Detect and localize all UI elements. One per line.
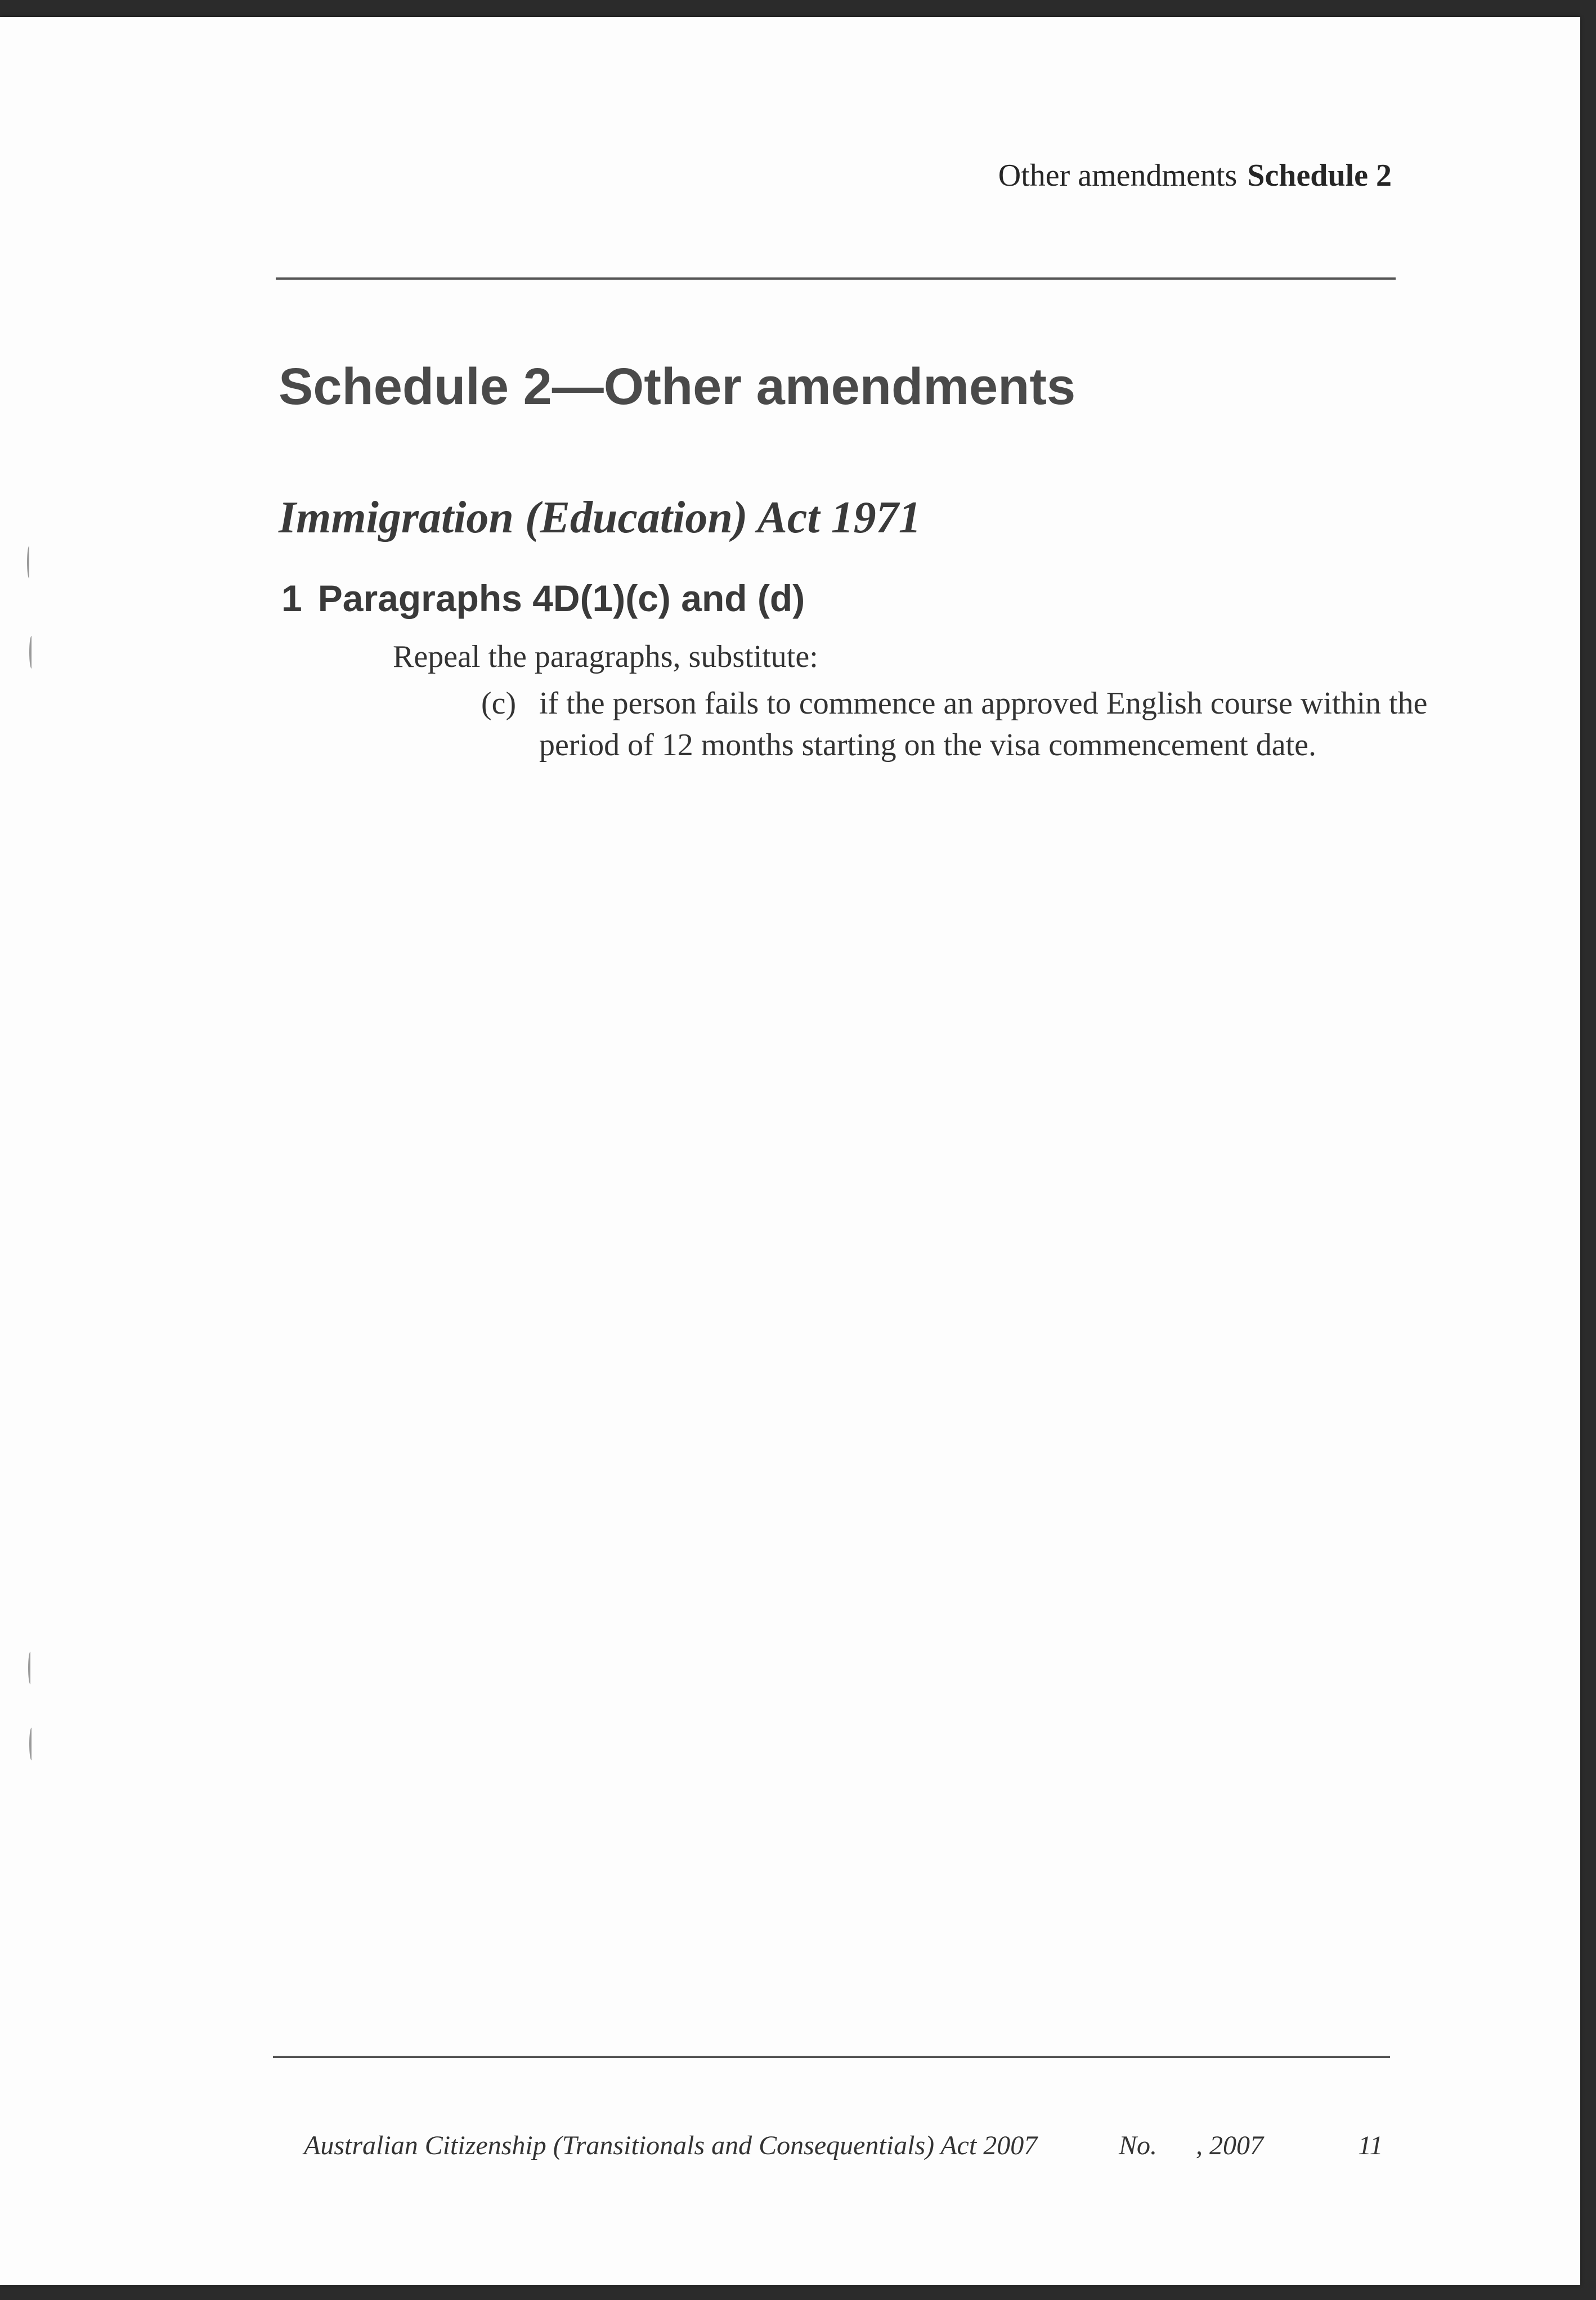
- footer-rule: [273, 2056, 1390, 2058]
- paragraph-text: if the person fails to commence an approved English course within the period of 12 months starting on the visa commencement date.: [539, 686, 1428, 763]
- page-number: 11: [1358, 2131, 1383, 2160]
- act-heading: Immigration (Education) Act 1971: [279, 493, 921, 543]
- schedule-title: Schedule 2—Other amendments: [279, 358, 1076, 415]
- footer-year: , 2007: [1196, 2131, 1263, 2160]
- footer-act-title: Australian Citizenship (Transitionals and Consequentials) Act 2007: [304, 2131, 1038, 2160]
- item-heading-text: Paragraphs 4D(1)(c) and (d): [317, 577, 805, 619]
- binding-mark: [29, 1728, 34, 1760]
- running-head: [998, 158, 1392, 194]
- binding-mark: [29, 636, 34, 669]
- running-head-schedule: Schedule 2: [1247, 158, 1392, 193]
- amendment-instruction: Repeal the paragraphs, substitute:: [393, 639, 818, 674]
- binding-mark: [27, 546, 32, 579]
- binding-mark: [28, 1652, 33, 1684]
- substituted-paragraph: [481, 683, 1440, 766]
- paragraph-label: (c): [481, 686, 517, 721]
- running-head-section: Other amendments: [998, 158, 1238, 193]
- document-page: [0, 17, 1580, 2285]
- footer-act-number: No.: [1119, 2131, 1158, 2160]
- item-heading: [281, 577, 805, 620]
- header-rule: [276, 277, 1396, 280]
- item-number: 1: [281, 577, 302, 619]
